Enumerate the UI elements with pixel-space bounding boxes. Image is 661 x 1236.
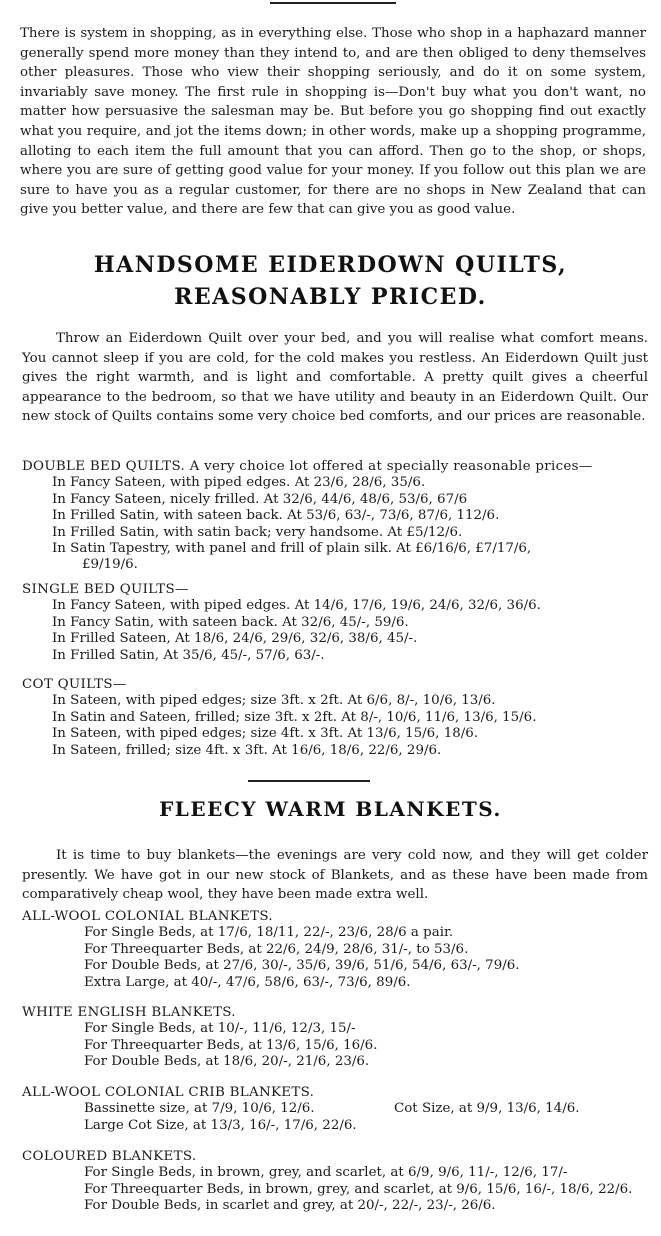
crib-row [22,1101,652,1117]
list-item: For Threequarter Beds, at 13/6, 15/6, 16/6. [84,1037,378,1053]
crib-blankets-title: ALL-WOOL COLONIAL CRIB BLANKETS. [22,1085,315,1100]
large-cot-size: Large Cot Size, at 13/3, 16/-, 17/6, 22/6. [84,1117,357,1133]
list-item: In Frilled Satin, At 35/6, 45/-, 57/6, 63/-. [52,647,325,663]
single-bed-quilts-section [22,582,652,664]
list-item: In Frilled Satin, with satin back; very handsome. At £5/12/6. [52,524,463,540]
list-item: In Satin Tapestry, with panel and frill of plain silk. At £6/16/6, £7/17/6, [52,541,532,557]
single-bed-quilts-title: SINGLE BED QUILTS— [22,582,189,597]
coloured-blankets-section [22,1149,652,1215]
list-item: In Sateen, with piped edges; size 3ft. x 2ft. At 6/6, 8/-, 10/6, 13/6. [52,693,496,709]
quilts-paragraph: Throw an Eiderdown Quilt over your bed, and you will realise what comfort means. You cannot sleep if you are cold, for the cold makes you restless. An Eiderdown Quilt just gives the right warmth, and is light and comfortable. A pretty quilt gives a cheerful appearance to the bedroom, so that we have utility and beauty in an Eiderdown Quilt. Our new stock of Quilts contains some very choice bed comforts, and our prices are reasonable. [22,331,648,425]
cot-quilts-title: COT QUILTS— [22,677,127,692]
list-item: In Satin and Sateen, frilled; size 3ft. x 2ft. At 8/-, 10/6, 11/6, 13/6, 15/6. [52,709,537,725]
list-item: For Threequarter Beds, in brown, grey, and scarlet, at 9/6, 15/6, 16/-, 18/6, 22/6. [84,1181,633,1197]
colonial-blankets-section [22,909,652,991]
list-item: For Double Beds, at 27/6, 30/-, 35/6, 39/6, 51/6, 54/6, 63/-, 79/6. [84,958,520,974]
list-item: In Sateen, frilled; size 4ft. x 3ft. At 16/6, 18/6, 22/6, 29/6. [52,742,442,758]
top-rule [270,2,396,4]
list-item: In Sateen, with piped edges; size 4ft. x 3ft. At 13/6, 15/6, 18/6. [52,726,479,742]
double-bed-quilts-section [22,459,652,574]
colonial-blankets-title: ALL-WOOL COLONIAL BLANKETS. [22,909,273,924]
english-blankets-section [22,1005,652,1071]
blankets-heading: FLEECY WARM BLANKETS. [159,797,502,821]
cot-quilts-section [22,677,652,759]
list-item: For Single Beds, in brown, grey, and scarlet, at 6/9, 9/6, 11/-, 12/6, 17/- [84,1165,568,1181]
list-item: For Double Beds, at 18/6, 20/-, 21/6, 23/6. [84,1054,370,1070]
quilts-heading-line1: HANDSOME EIDERDOWN QUILTS, [93,252,568,278]
bassinette-size: Bassinette size, at 7/9, 10/6, 12/6. [84,1101,315,1117]
quilts-heading-line2: REASONABLY PRICED. [174,284,487,310]
list-item: In Frilled Sateen, At 18/6, 24/6, 29/6, 32/6, 38/6, 45/-. [52,631,418,647]
list-item: For Threequarter Beds, at 22/6, 24/9, 28/6, 31/-, to 53/6. [84,941,469,957]
list-item: In Fancy Sateen, nicely frilled. At 32/6, 44/6, 48/6, 53/6, 67/6 [52,491,468,507]
double-bed-quilts-title: DOUBLE BED QUILTS. A very choice lot offered at specially reasonable prices— [22,459,593,474]
list-item: In Fancy Satin, with sateen back. At 32/6, 45/-, 59/6. [52,614,409,630]
list-item: For Single Beds, at 17/6, 18/11, 22/-, 23/6, 28/6 a pair. [84,925,454,941]
list-item: For Double Beds, in scarlet and grey, at 20/-, 22/-, 23/-, 26/6. [84,1198,496,1214]
list-item: In Frilled Satin, with sateen back. At 53/6, 63/-, 73/6, 87/6, 112/6. [52,508,500,524]
list-item: In Fancy Sateen, with piped edges. At 14/6, 17/6, 19/6, 24/6, 32/6, 36/6. [52,598,541,614]
cot-size: Cot Size, at 9/9, 13/6, 14/6. [394,1101,580,1117]
list-item: Extra Large, at 40/-, 47/6, 58/6, 63/-, 73/6, 89/6. [84,974,411,990]
intro-paragraph: There is system in shopping, as in everything else. Those who shop in a haphazard manner generally spend more money than they intend to, and are then obliged to deny themselves other pleasures. Those who view their shopping seriously, and do it on some system, invariably save money. The first rule in shopping is—Don't buy what you don't want, no matter how persuasive the salesman may be. But before you go shopping find out exactly what you require, and jot the items down; in other words, make up a shopping programme, alloting to each item the full amount that you can afford. Then go to the shop, or shops, where you are sure of getting good value for your money. If you follow out this plan we are sure to have you as a regular customer, for there are no shops in New Zealand that can give you better value, and there are few that can give you as good value. [20,26,646,218]
blankets-paragraph: It is time to buy blankets—the evenings are very cold now, and they will get colder presently. We have got in our new stock of Blankets, and as these have been made from comparatively cheap wool, they have been made extra well. [22,848,648,903]
list-item: In Fancy Sateen, with piped edges. At 23/6, 28/6, 35/6. [52,475,426,491]
list-item: £9/19/6. [82,557,138,573]
crib-blankets-section [22,1085,652,1134]
english-blankets-title: WHITE ENGLISH BLANKETS. [22,1005,236,1020]
coloured-blankets-title: COLOURED BLANKETS. [22,1149,197,1164]
list-item: For Single Beds, at 10/-, 11/6, 12/3, 15/- [84,1021,356,1037]
section-divider [248,780,370,782]
